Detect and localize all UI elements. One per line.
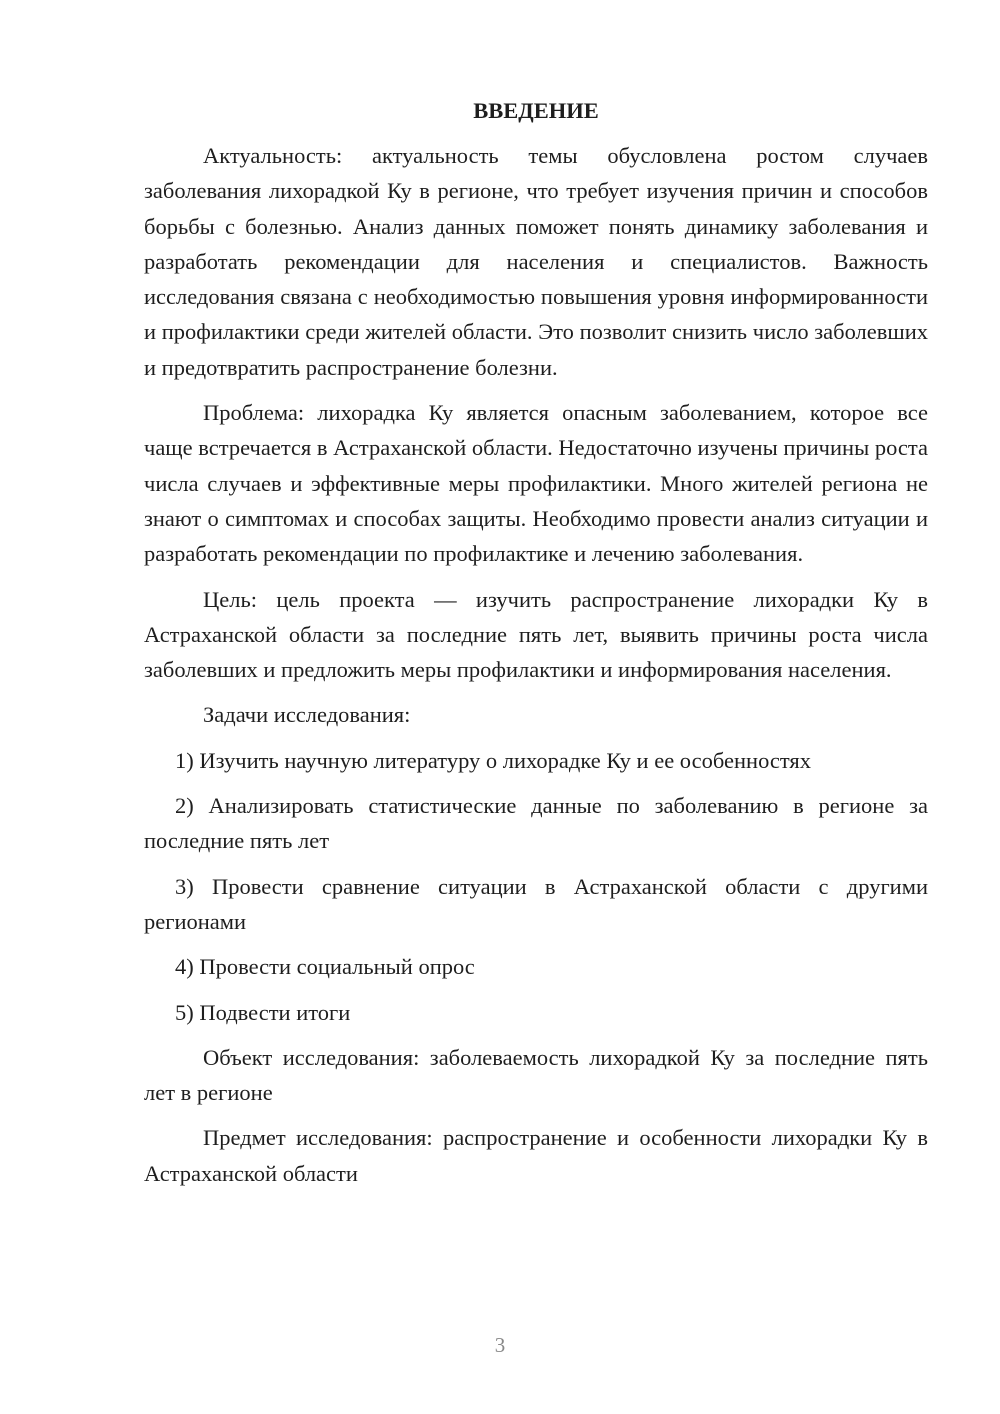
task-item-1: 1) Изучить научную литературу о лихорадке Ку и ее особенностях	[175, 747, 811, 773]
problem-paragraph: Проблема: лихорадка Ку является опасным заболеванием, которое все чаще встречается в Астраханской области. Недостаточно изучены причины роста числа случаев и эффективные меры профилактики. Много жителей региона не знают о симптомах и способах защиты. Необходимо провести анализ ситуации и разработать рекомендации по профилактике и лечению заболевания.	[144, 400, 928, 567]
section-title: ВВЕДЕНИЕ	[473, 98, 599, 123]
task-item-3: 3) Провести сравнение ситуации в Астраханской области с другими регионами	[144, 873, 928, 934]
task-item-2: 2) Анализировать статистические данные по заболеванию в регионе за последние пять лет	[144, 793, 928, 854]
page-number: 3	[494, 1333, 506, 1357]
subject-paragraph: Предмет исследования: распространение и особенности лихорадки Ку в Астраханской области	[144, 1125, 928, 1186]
task-item-5: 5) Подвести итоги	[175, 999, 351, 1025]
document-page	[144, 96, 928, 1201]
task-item-4: 4) Провести социальный опрос	[175, 954, 475, 980]
relevance-paragraph: Актуальность: актуальность темы обусловлена ростом случаев заболевания лихорадкой Ку в регионе, что требует изучения причин и способов борьбы с болезнью. Анализ данных поможет понять динамику заболевания и разработать рекомендации для населения и специалистов. Важность исследования связана с необходимостью повышения уровня информированности и профилактики среди жителей области. Это позволит снизить число заболевших и предотвратить распространение болезни.	[144, 143, 928, 380]
tasks-heading: Задачи исследования:	[203, 702, 411, 728]
goal-paragraph: Цель: цель проекта — изучить распространение лихорадки Ку в Астраханской области за последние пять лет, выявить причины роста числа заболевших и предложить меры профилактики и информирования населения.	[144, 586, 928, 683]
object-paragraph: Объект исследования: заболеваемость лихорадкой Ку за последние пять лет в регионе	[144, 1044, 928, 1106]
